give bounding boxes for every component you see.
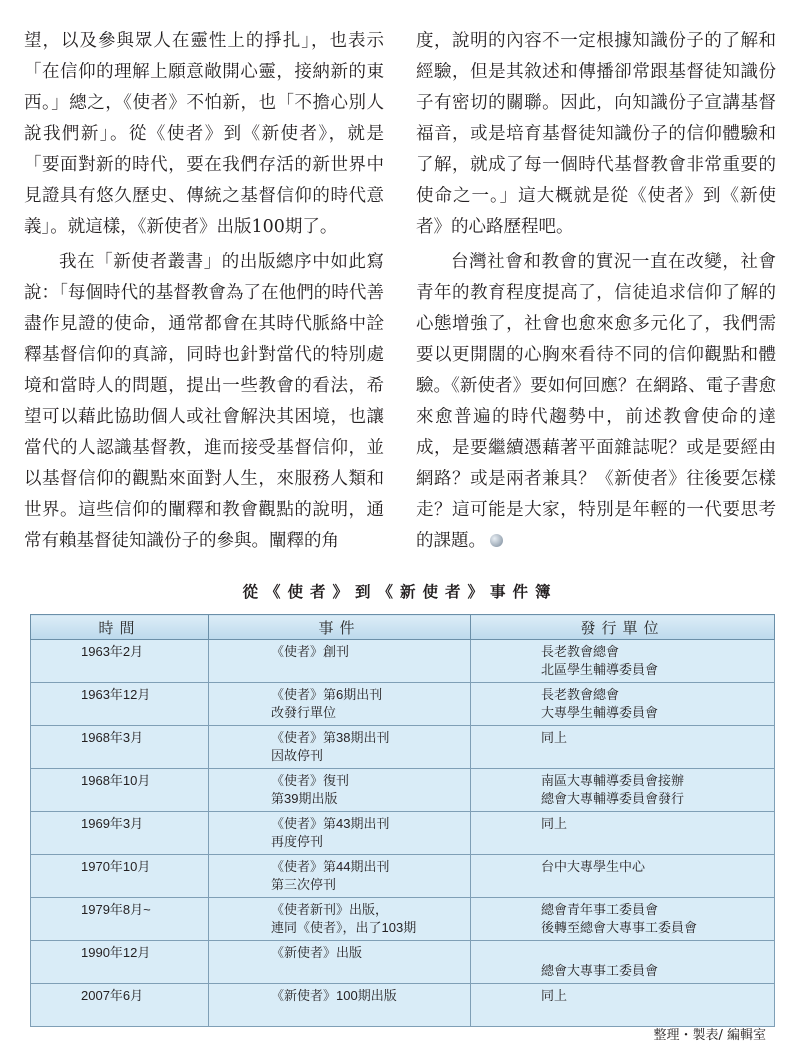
table-row [31, 769, 775, 812]
header-publisher: 發行單位 [471, 615, 775, 640]
cell-publisher-line: 北區學生輔導委員會 [541, 662, 659, 677]
cell-publisher-line: 台中大專學生中心 [541, 859, 646, 874]
cell-date [31, 984, 209, 1027]
cell-publisher [471, 640, 775, 683]
cell-date-text: 2007年6月 [81, 988, 144, 1003]
cell-event-line: 《使者》第6期出刊 [271, 687, 383, 702]
cell-event [209, 726, 471, 769]
cell-date [31, 898, 209, 941]
table-body [31, 640, 775, 1027]
cell-event-line: 再度停刊 [271, 834, 324, 849]
cell-publisher-line: 同上 [541, 730, 568, 745]
cell-publisher-line: 總會大專事工委員會 [541, 963, 659, 978]
cell-date-text: 1963年2月 [81, 644, 144, 659]
article-paragraph: 度，說明的內容不一定根據知識份子的了解和經驗，但是其敘述和傳播卻常跟基督徒知識份子有密切的關聯。因此，向知識份子宣講基督福音，或是培育基督徒知識份子的信仰體驗和了解，就成了每一個時代基督教會非常重要的使命之一。」這大概就是從《使者》到《新使者》的心路歷程吧。 [416, 31, 776, 237]
cell-publisher [471, 984, 775, 1027]
cell-event [209, 683, 471, 726]
cell-publisher [471, 941, 775, 984]
cell-date [31, 726, 209, 769]
cell-publisher-line: 總會大專輔導委員會發行 [541, 791, 685, 806]
cell-publisher-line: 長老教會總會 [541, 687, 620, 702]
cell-event [209, 941, 471, 984]
article-paragraph: 我在「新使者叢書」的出版總序中如此寫說：「每個時代的基督教會為了在他們的時代善盡作見證的使命，通常都會在其時代脈絡中詮釋基督信仰的真諦，同時也針對當代的特別處境和當時人的問題，提出一些教會的看法，希望可以藉此協助個人或社會解決其困境，也讓當代的人認識基督教，進而接受基督信仰，並以基督信仰的觀點來面對人生，來服務人類和世界。這些信仰的闡釋和教會觀點的說明，通常有賴基督徒知識份子的參與。闡釋的角 [24, 252, 384, 551]
cell-publisher-line: 同上 [541, 816, 568, 831]
cell-publisher [471, 726, 775, 769]
cell-event-line: 《使者》第43期出刊 [271, 816, 390, 831]
header-event: 事件 [209, 615, 471, 640]
cell-date-text: 1963年12月 [81, 687, 151, 702]
cell-event-line: 《使者》第44期出刊 [271, 859, 390, 874]
cell-publisher-line: 南區大專輔導委員會接辦 [541, 773, 685, 788]
end-mark-icon [490, 534, 503, 547]
cell-event [209, 898, 471, 941]
table-row [31, 640, 775, 683]
article-paragraph [416, 247, 776, 557]
table-row [31, 898, 775, 941]
header-date: 時間 [31, 615, 209, 640]
table-row [31, 812, 775, 855]
cell-publisher-line: 總會青年事工委員會 [541, 902, 659, 917]
cell-date-text: 1969年3月 [81, 816, 144, 831]
cell-publisher-line: 後轉至總會大專事工委員會 [541, 920, 698, 935]
table-header-row [31, 615, 775, 640]
table-row [31, 683, 775, 726]
article-left-column [24, 26, 384, 566]
cell-event-line: 因故停刊 [271, 748, 324, 763]
cell-date-text: 1968年3月 [81, 730, 144, 745]
cell-event [209, 855, 471, 898]
cell-event-line: 《使者新刊》出版， [271, 902, 389, 917]
cell-date [31, 683, 209, 726]
cell-date-text: 1970年10月 [81, 859, 151, 874]
cell-event [209, 984, 471, 1027]
events-table [30, 614, 775, 1027]
article-paragraph-text: 台灣社會和教會的實況一直在改變，社會青年的教育程度提高了，信徒追求信仰了解的心態增強了，社會也愈來愈多元化了，我們需要以更開闊的心胸來看待不同的信仰觀點和體驗。《新使者》要如何回應？在網路、電子書愈來愈普遍的時代趨勢中，前述教會使命的達成，是要繼續憑藉著平面雜誌呢？或是要經由網路？或是兩者兼具？《新使者》往後要怎樣走？這可能是大家，特別是年輕的一代要思考的課題。 [416, 252, 776, 551]
cell-date [31, 855, 209, 898]
cell-publisher-line: 長老教會總會 [541, 644, 620, 659]
cell-publisher [471, 898, 775, 941]
cell-date [31, 941, 209, 984]
cell-event [209, 769, 471, 812]
cell-event-line: 第39期出版 [271, 791, 338, 806]
cell-date [31, 640, 209, 683]
cell-event-line: 《使者》復刊 [271, 773, 350, 788]
table-row [31, 855, 775, 898]
cell-publisher-line: 同上 [541, 988, 568, 1003]
table-title: 從《使者》到《新使者》事件簿 [242, 583, 558, 601]
article-right-column [416, 26, 776, 566]
table-row [31, 984, 775, 1027]
cell-date [31, 812, 209, 855]
article-columns [24, 26, 776, 566]
table-row [31, 941, 775, 984]
cell-event-line: 連同《使者》，出了103期 [271, 920, 417, 935]
cell-event-line: 《使者》創刊 [271, 644, 350, 659]
cell-date-text: 1979年8月~ [81, 902, 151, 917]
credit: 整理・製表/ 編輯室 [653, 1028, 766, 1043]
cell-event-line: 改發行單位 [271, 705, 337, 720]
cell-event [209, 640, 471, 683]
article-paragraph: 望，以及參與眾人在靈性上的掙扎」，也表示「在信仰的理解上願意敞開心靈，接納新的東西。」總之，《使者》不怕新，也「不擔心別人說我們新」。從《使者》到《新使者》，就是「要面對新的時代，要在我們存活的新世界中見證具有悠久歷史、傳統之基督信仰的時代意義」。就這樣，《新使者》出版100期了。 [24, 31, 384, 237]
cell-event [209, 812, 471, 855]
cell-event-line: 《使者》第38期出刊 [271, 730, 390, 745]
table-row [31, 726, 775, 769]
cell-publisher [471, 812, 775, 855]
cell-event-line: 《新使者》出版 [271, 945, 363, 960]
cell-publisher [471, 855, 775, 898]
cell-publisher-line: 大專學生輔導委員會 [541, 705, 659, 720]
cell-event-line: 《新使者》100期出版 [271, 988, 397, 1003]
cell-date [31, 769, 209, 812]
cell-publisher [471, 683, 775, 726]
cell-date-text: 1990年12月 [81, 945, 151, 960]
cell-publisher [471, 769, 775, 812]
cell-event-line: 第三次停刊 [271, 877, 337, 892]
cell-date-text: 1968年10月 [81, 773, 151, 788]
